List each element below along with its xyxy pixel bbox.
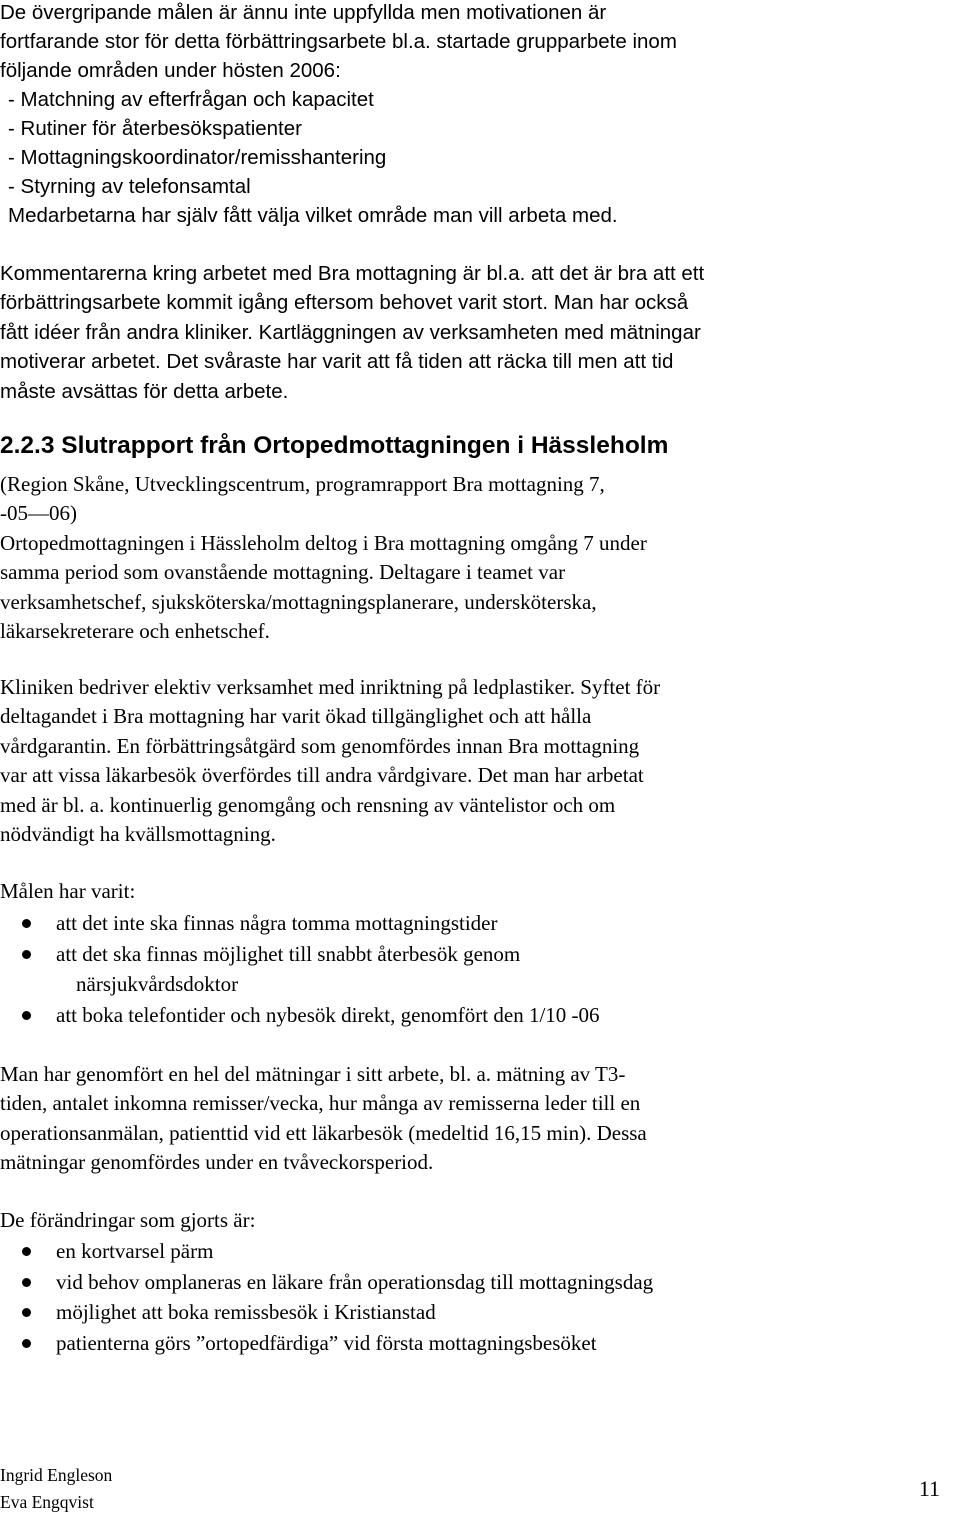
text-line: läkarsekreterare och enhetschef.	[0, 618, 270, 643]
list-item	[0, 1000, 960, 1031]
text-line: Ortopedmottagningen i Hässleholm deltog i Bra mottagning omgång 7 under	[0, 530, 647, 555]
text-line: vårdgarantin. En förbättringsåtgärd som genomfördes innan Bra mottagning	[0, 733, 640, 758]
text-line: deltagandet i Bra mottagning har varit ökad tillgänglighet och att hålla	[0, 704, 592, 729]
text-line: Kliniken bedriver elektiv verksamhet med inriktning på ledplastiker. Syftet för	[0, 675, 661, 699]
text-line: tiden, antalet inkomna remisser/vecka, hur många av remisserna leder till en	[0, 1091, 641, 1116]
bullet-icon	[22, 1339, 31, 1348]
list-item-text: att det ska finnas möjlighet till snabbt återbesök genom	[56, 941, 521, 966]
text-line: fortfarande stor för detta förbättringsarbete bl.a. startade grupparbete inom	[0, 30, 677, 53]
text-line: var att vissa läkarbesök överfördes till andra vårdgivare. Det man har arbetat	[0, 763, 644, 788]
text-line: fått idéer från andra kliniker. Kartläggningen av verksamheten med mätningar	[0, 320, 701, 344]
text-line: (Region Skåne, Utvecklingscentrum, programrapport Bra mottagning 7,	[0, 472, 605, 496]
list-item	[0, 1297, 960, 1328]
list-item	[0, 939, 960, 970]
list-item	[0, 1236, 960, 1267]
list-item-text: patienterna görs ”ortopedfärdiga” vid första mottagningsbesöket	[56, 1330, 597, 1355]
section-heading: 2.2.3 Slutrapport från Ortopedmottagningen i Hässleholm	[0, 432, 669, 459]
goals-list	[0, 908, 960, 1030]
list-item	[0, 1328, 960, 1359]
clinic-paragraph	[0, 673, 960, 849]
dash-item: - Matchning av efterfrågan och kapacitet	[8, 88, 374, 111]
comments-paragraph	[0, 259, 960, 406]
author-name: Ingrid Engleson	[0, 1465, 113, 1485]
text-line: verksamhetschef, sjuksköterska/mottagningsplanerare, undersköterska,	[0, 589, 597, 614]
list-item-continuation	[0, 969, 960, 1000]
list-item-text: att boka telefontider och nybesök direkt, genomfört den 1/10 -06	[56, 1002, 600, 1027]
bullet-icon	[22, 1278, 31, 1287]
text-line: med är bl. a. kontinuerlig genomgång och rensning av väntelistor och om	[0, 792, 616, 817]
measurements-paragraph	[0, 1060, 960, 1178]
text-line: De övergripande målen är ännu inte uppfyllda men motivationen är	[0, 1, 607, 24]
intro-paragraph	[0, 0, 800, 230]
dash-item: - Styrning av telefonsamtal	[8, 175, 251, 198]
bullet-icon	[22, 950, 31, 959]
list-item-text: närsjukvårdsdoktor	[76, 972, 239, 996]
section-intro-paragraph	[0, 470, 960, 646]
list-item	[0, 908, 960, 939]
text-line: följande områden under hösten 2006:	[0, 59, 341, 82]
text-line: förbättringsarbete kommit igång eftersom behovet varit stort. Man har också	[0, 291, 689, 315]
bullet-icon	[22, 919, 31, 928]
list-item-text: en kortvarsel pärm	[56, 1239, 214, 1263]
page-number: 11	[918, 1476, 940, 1501]
text-line: Man har genomfört en hel del mätningar i sitt arbete, bl. a. mätning av T3-	[0, 1062, 626, 1086]
text-line: motiverar arbetet. Det svåraste har varit att få tiden att räcka till men att tid	[0, 350, 674, 374]
text-line: Medarbetarna har själv fått välja vilket område man vill arbeta med.	[8, 204, 618, 227]
list-item-text: möjlighet att boka remissbesök i Kristianstad	[56, 1300, 436, 1324]
text-line: måste avsättas för detta arbete.	[0, 379, 289, 403]
changes-list	[0, 1236, 960, 1358]
bullet-icon	[22, 1011, 31, 1020]
bullet-icon	[22, 1247, 31, 1256]
text-line: nödvändigt ha kvällsmottagning.	[0, 821, 276, 846]
changes-heading: De förändringar som gjorts är:	[0, 1208, 256, 1232]
text-line: mätningar genomfördes under en tvåveckorsperiod.	[0, 1150, 434, 1175]
goals-heading: Målen har varit:	[0, 879, 136, 903]
list-item-text: att det inte ska finnas några tomma mottagningstider	[56, 911, 498, 935]
list-item	[0, 1267, 960, 1298]
text-line: -05—06)	[0, 501, 77, 526]
dash-item: - Rutiner för återbesökspatienter	[8, 117, 302, 140]
list-item-text: vid behov omplaneras en läkare från operationsdag till mottagningsdag	[56, 1269, 654, 1294]
dash-item: - Mottagningskoordinator/remisshantering	[8, 146, 387, 169]
footer-authors	[0, 1462, 112, 1516]
text-line: samma period som ovanstående mottagning. Deltagare i teamet var	[0, 560, 566, 585]
text-line: Kommentarerna kring arbetet med Bra mottagning är bl.a. att det är bra att ett	[0, 262, 705, 285]
author-name: Eva Engqvist	[0, 1492, 94, 1512]
text-line: operationsanmälan, patienttid vid ett läkarbesök (medeltid 16,15 min). Dessa	[0, 1120, 647, 1145]
bullet-icon	[22, 1308, 31, 1317]
